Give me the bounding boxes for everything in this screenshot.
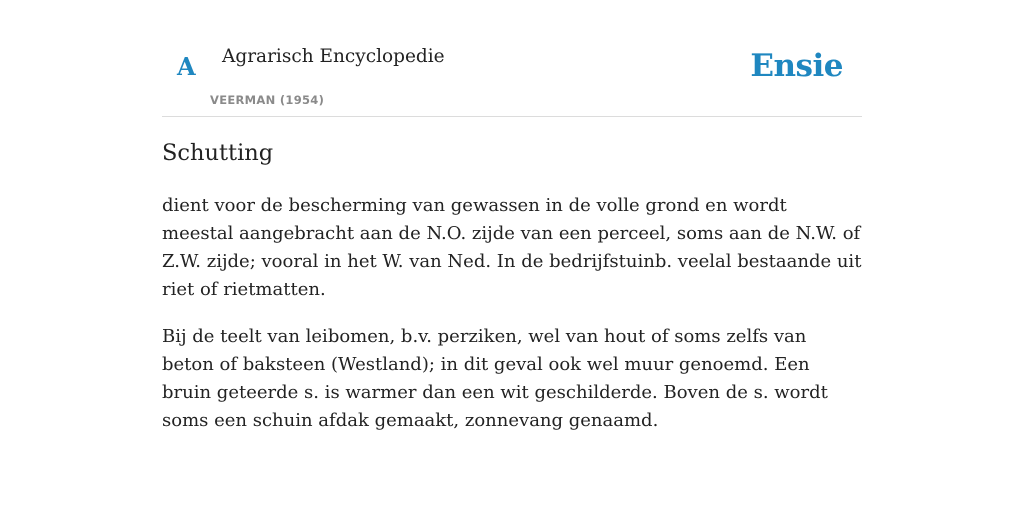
ensie-logo[interactable]: Ensie	[750, 48, 843, 84]
source-title[interactable]: Agrarisch Encyclopedie	[222, 46, 445, 67]
letter-index-link[interactable]: A	[177, 52, 196, 81]
entry-paragraph: dient voor de bescherming van gewassen in de volle grond en wordt meestal aangebracht aan de N.O. zijde van een perceel, soms aan de N.W. of Z.W. zijde; vooral in het W. van Ned. In de bedrijfstuinb. veelal bestaande uit riet of rietmatten.	[162, 195, 862, 300]
source-author-year: VEERMAN (1954)	[210, 93, 325, 107]
entry-title: Schutting	[162, 140, 274, 166]
entry-paragraph: Bij de teelt van leibomen, b.v. perziken, wel van hout of soms zelfs van beton of baksteen (Westland); in dit geval ook wel muur genoemd. Een bruin geteerde s. is warmer dan een wit geschilderde. Boven de s. wordt soms een schuin afdak gemaakt, zonnevang genaamd.	[162, 326, 828, 431]
entry-body	[162, 192, 862, 454]
page	[162, 0, 862, 431]
source-header	[162, 0, 862, 117]
